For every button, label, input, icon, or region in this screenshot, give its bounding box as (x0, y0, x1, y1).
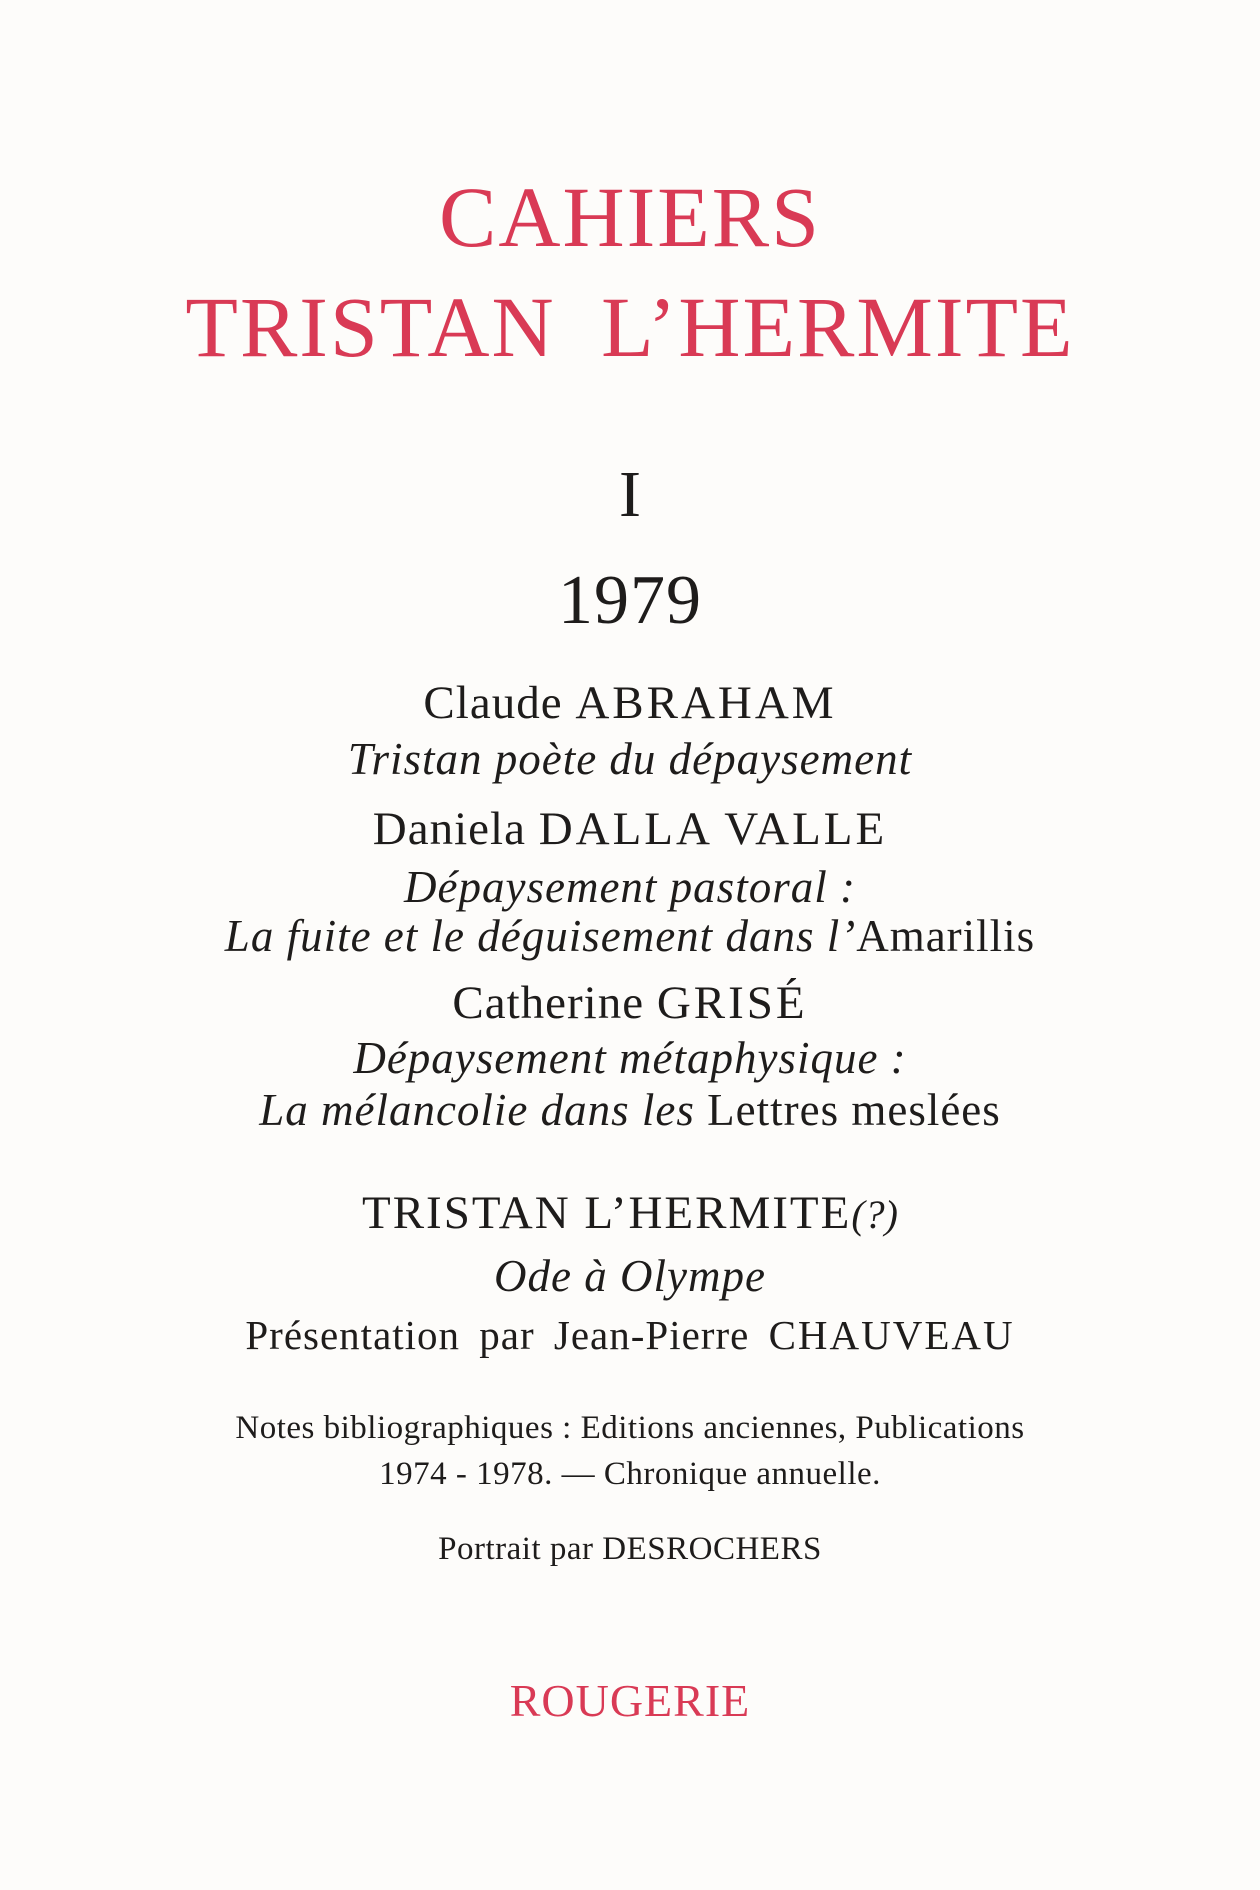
presentation-credit (0, 1312, 1260, 1358)
portrait-artist: DESROCHERS (602, 1531, 822, 1567)
series-title-line1: CAHIERS (439, 169, 821, 265)
contribution-3-title-line1: Dépaysement métaphysique : (353, 1033, 907, 1083)
contribution-3-title-line2 (0, 1085, 1260, 1135)
portrait-credit (0, 1533, 1260, 1566)
contribution-1-title: Tristan poète du dépaysement (347, 734, 913, 784)
edited-text-title: Ode à Olympe (494, 1251, 766, 1301)
author-first-name: Claude (423, 677, 563, 729)
author-last-name: ABRAHAM (575, 677, 837, 729)
volume-number: I (619, 458, 641, 531)
work-title-roman: Amarillis (856, 911, 1036, 961)
portrait-prefix: Portrait par (438, 1531, 594, 1567)
author-last-name: DALLA VALLE (538, 803, 888, 855)
contribution-2-author (0, 803, 1260, 855)
contribution-3-author (0, 977, 1260, 1029)
notes-line2: 1974 - 1978. — Chronique annuelle. (379, 1456, 881, 1492)
contribution-1-author (0, 677, 1260, 729)
publisher-name: ROUGERIE (509, 1675, 751, 1726)
presenter-name: CHAUVEAU (768, 1312, 1015, 1358)
text-author-name: TRISTAN L’HERMITE (362, 1187, 852, 1239)
author-last-name: GRISÉ (656, 977, 808, 1029)
title-italic-part: La fuite et le déguisement dans l’ (224, 911, 857, 961)
edited-text-author (0, 1187, 1260, 1239)
author-first-name: Catherine (452, 977, 645, 1029)
series-title-line2: TRISTAN L’HERMITE (185, 279, 1075, 375)
author-first-name: Daniela (372, 803, 526, 855)
notes-line1: Notes bibliographiques : Editions anciennes, Publications (235, 1410, 1025, 1446)
contribution-2-title-line1: Dépaysement pastoral : (404, 862, 856, 912)
uncertain-attribution-mark: (?) (851, 1192, 898, 1237)
title-italic-part: La mélancolie dans les (259, 1085, 708, 1135)
year: 1979 (558, 562, 702, 639)
presentation-prefix: Présentation par Jean-Pierre (245, 1312, 750, 1358)
contribution-2-title-line2 (0, 911, 1260, 961)
work-title-roman: Lettres meslées (707, 1085, 1001, 1135)
